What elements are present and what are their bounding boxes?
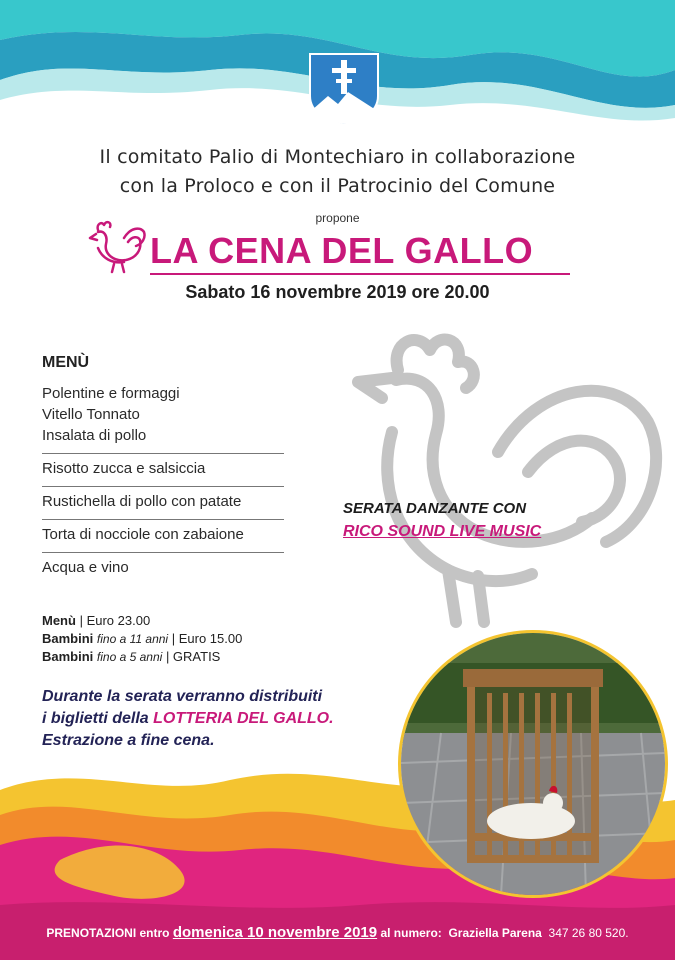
entertainment-line-1: SERATA DANZANTE CON (343, 500, 527, 517)
menu-item: Vitello Tonnato (42, 406, 140, 423)
lottery-line-3: Estrazione a fine cena. (42, 732, 215, 749)
footer-label: PRENOTAZIONI (46, 926, 137, 940)
entertainment-line-2: RICO SOUND LIVE MUSIC (343, 523, 542, 540)
menu-item: Torta di nocciole con zabaione (42, 526, 244, 543)
menu-group-primo (42, 458, 284, 479)
title-underline (150, 273, 570, 275)
rooster-cage-photo (398, 630, 668, 898)
lottery-line-2 (42, 710, 334, 728)
event-title: LA CENA DEL GALLO (150, 230, 534, 271)
menu-group-bevande (42, 557, 284, 578)
price-value: | GRATIS (165, 649, 221, 664)
price-note: fino a 5 anni (96, 650, 163, 664)
menu-item: Rustichella di pollo con patate (42, 493, 242, 510)
menu-title: MENÙ (42, 354, 90, 371)
lottery-line-2-text: i biglietti della (42, 710, 154, 727)
intro-line-1: Il comitato Palio di Montechiaro in collaborazione (99, 146, 576, 168)
footer-phone: 347 26 80 520. (548, 926, 629, 940)
footer-pre: entro (139, 926, 170, 940)
footer-date: domenica 10 novembre 2019 (172, 924, 378, 941)
rooster-outline-icon (338, 322, 670, 642)
menu-divider (42, 453, 284, 454)
event-date: Sabato 16 novembre 2019 ore 20.00 (185, 282, 490, 302)
menu-item: Polentine e formaggi (42, 385, 180, 402)
footer-reservations (0, 924, 675, 941)
menu-item: Risotto zucca e salsiccia (42, 460, 206, 477)
footer-contact: Graziella Parena (448, 926, 542, 940)
menu-divider (42, 552, 284, 553)
rooster-small-icon (84, 218, 148, 276)
lottery-line-1: Durante la serata verranno distribuiti (42, 688, 323, 705)
menu-group-secondo (42, 491, 284, 512)
menu-item: Acqua e vino (42, 559, 129, 576)
menu-group-dolce (42, 524, 284, 545)
price-label: Menù (42, 613, 76, 628)
menu-item: Insalata di pollo (42, 427, 147, 444)
price-value: | Euro 15.00 (171, 631, 243, 646)
intro-line-2: con la Proloco e con il Patrocinio del Comune (119, 175, 556, 197)
price-label: Bambini (42, 649, 94, 664)
price-row (42, 648, 220, 666)
menu-divider (42, 519, 284, 520)
footer-mid: al numero: (380, 926, 442, 940)
lottery-highlight: LOTTERIA DEL GALLO. (153, 710, 334, 727)
price-value: | Euro 23.00 (79, 613, 151, 628)
price-row (42, 612, 150, 630)
menu-divider (42, 486, 284, 487)
price-note: fino a 11 anni (96, 632, 169, 646)
price-label: Bambini (42, 631, 94, 646)
propone-label: propone (315, 211, 360, 225)
price-row (42, 630, 242, 648)
menu-group-antipasti (42, 383, 284, 446)
cross-crest-icon (308, 52, 380, 126)
